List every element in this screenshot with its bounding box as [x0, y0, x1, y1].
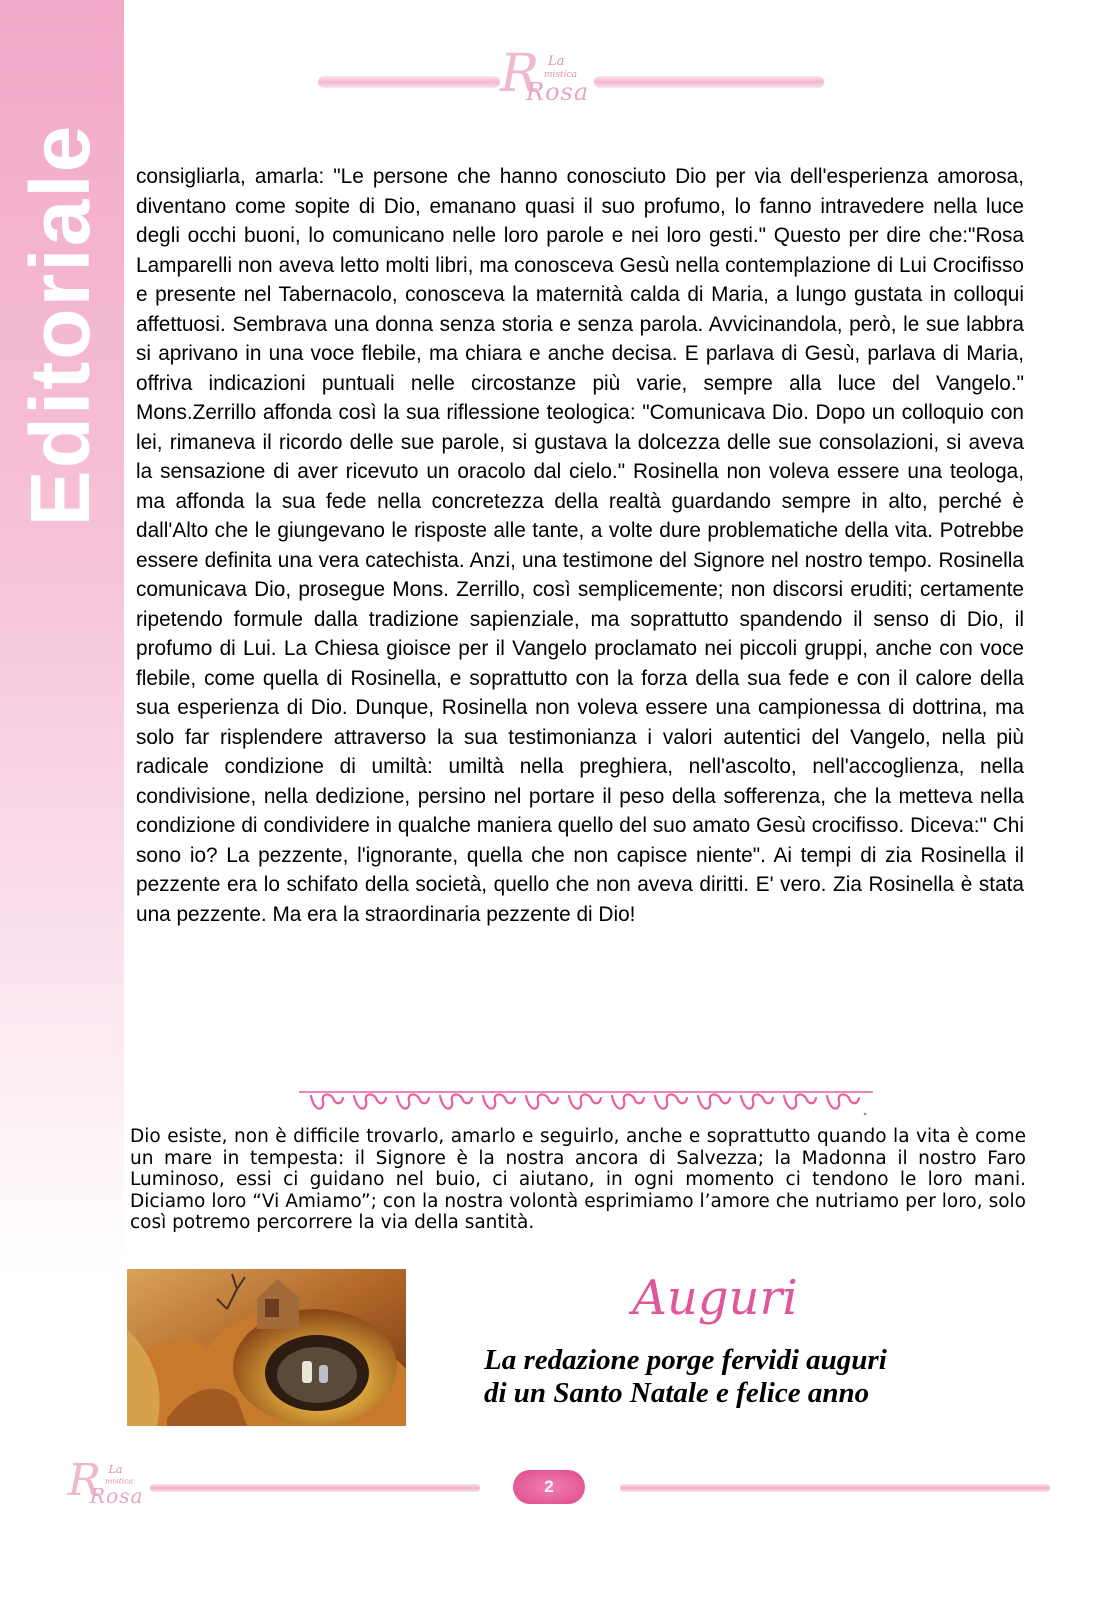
footer-logo-monogram: R	[67, 1455, 101, 1507]
logo-monogram: R	[500, 44, 540, 104]
ornament-curl	[698, 1094, 730, 1108]
ornament-curl	[655, 1094, 687, 1108]
nativity-photo	[127, 1269, 406, 1426]
ornament-curl	[526, 1094, 558, 1108]
footer-rule-right	[620, 1484, 1050, 1492]
section-title: Editoriale	[13, 123, 107, 527]
ornament-curl	[354, 1094, 386, 1108]
article-body: consigliarla, amarla: "Le persone che hanno conosciuto Dio per via dell'esperienza amorosa, diventano come sopite di Dio, emanano quasi il suo profumo, lo fanno intravedere nella luce degli occhi buoni, lo comunicano nelle loro parole e nei loro gesti." Questo per dire che:"Rosa Lamparelli non aveva letto molti libri, ma conosceva Gesù nella contemplazione di Lui Crocifisso e presente nel Tabernacolo, conosceva la maternità calda di Maria, a lungo gustata in colloqui affettuosi. Sembrava una donna senza storia e senza parola. Avvicinandola, però, le sue labbra si aprivano in una voce flebile, ma chiara e anche decisa. E parlava di Gesù, parlava di Maria, offriva indicazioni puntuali nelle circostanze più varie, sempre alla luce del Vangelo." Mons.Zerrillo affonda così la sua riflessione teologica: "Comunicava Dio. Dopo un colloquio con lei, rimaneva il ricordo delle sue parole, si gustava la dolcezza delle sue consolazioni, si aveva la sensazione di aver ricevuto un oracolo dal cielo." Rosinella non voleva essere una teologa, ma affonda la sua fede nella concretezza della realtà guardando sempre in alto, perché è dall'Alto che le giungevano le risposte alle tante, a volte dure problematiche della vita. Potrebbe essere definita una vera catechista. Anzi, una testimone del Signore nel nostro tempo. Rosinella comunicava Dio, prosegue Mons. Zerrillo, così semplicemente; non discorsi eruditi; certamente ripetendo formule dalla tradizione sapienziale, ma soprattutto spandendo il senso di Dio, il profumo di Lui. La Chiesa gioisce per il Vangelo proclamato nei piccoli gruppi, anche con voce flebile, come quella di Rosinella, e soprattutto con la forza della sua fede e con il calore della sua esperienza di Dio. Dunque, Rosinella non voleva essere una campionessa di dottrina, ma solo far risplendere attraverso la sua testimonianza i valori autentici del Vangelo, nella più radicale condizione di umiltà: umiltà nella preghiera, nell'ascolto, nell'accoglienza, nella condivisione, nella dedizione, persino nel portare il peso della sofferenza, che la metteva nella condizione di condividere in qualche maniera quello del suo amato Gesù crocifisso. Diceva:" Chi sono io? La pezzente, l'ignorante, quella che non capisce niente". Ai tempi di zia Rosinella il pezzente era lo schifato della società, quello che non aveva diritti. E' vero. Zia Rosinella è stata una pezzente. Ma era la straordinaria pezzente di Dio!	[136, 165, 1024, 926]
footer-logo-mistica: mistica	[105, 1477, 134, 1486]
ornament-curl	[440, 1094, 472, 1108]
header-rule-left	[318, 76, 500, 88]
footer-logo-la: La	[108, 1463, 123, 1477]
auguri-line-1: La redazione porge fervidi auguri	[484, 1344, 887, 1376]
closing-paragraph: Dio esiste, non è difficile trovarlo, amarlo e seguirlo, anche e soprattutto quando la vita è come un mare in tempesta: il Signore è la nostra ancora di Salvezza; la Madonna il nostro Faro Luminoso, essi ci guidano nel buio, ci aiutano, in ogni momento ci tendono le loro mani. Diciamo loro “Vi Amiamo”; con la nostra volontà esprimiamo l’amore che nutriamo per loro, solo così potremo percorrere la via della santità.	[130, 1126, 1026, 1233]
auguri-title: Auguri	[632, 1270, 798, 1326]
footer-logo	[66, 1455, 160, 1515]
auguri-message	[484, 1344, 1004, 1410]
footer-rule-left	[150, 1484, 480, 1492]
magazine-logo	[498, 44, 608, 114]
logo-la: La	[548, 54, 565, 69]
footer-logo-rosa: Rosa	[89, 1484, 144, 1508]
logo-rosa: Rosa	[526, 78, 590, 106]
auguri-line-2: di un Santo Natale e felice anno	[484, 1377, 870, 1409]
section-sidebar	[0, 0, 124, 1598]
ornament-curl	[612, 1094, 644, 1108]
header-rule-right	[594, 76, 824, 88]
ornament-curl	[741, 1094, 773, 1108]
ornament-curl	[483, 1094, 515, 1108]
logo-mistica: mistica	[544, 70, 577, 80]
ornament-curl	[827, 1094, 859, 1108]
ornament-divider	[297, 1084, 875, 1118]
ornament-curl	[311, 1094, 343, 1108]
ornament-curl	[784, 1094, 816, 1108]
page-number: 2	[513, 1470, 585, 1504]
ornament-curl	[569, 1094, 601, 1108]
ornament-curl	[397, 1094, 429, 1108]
